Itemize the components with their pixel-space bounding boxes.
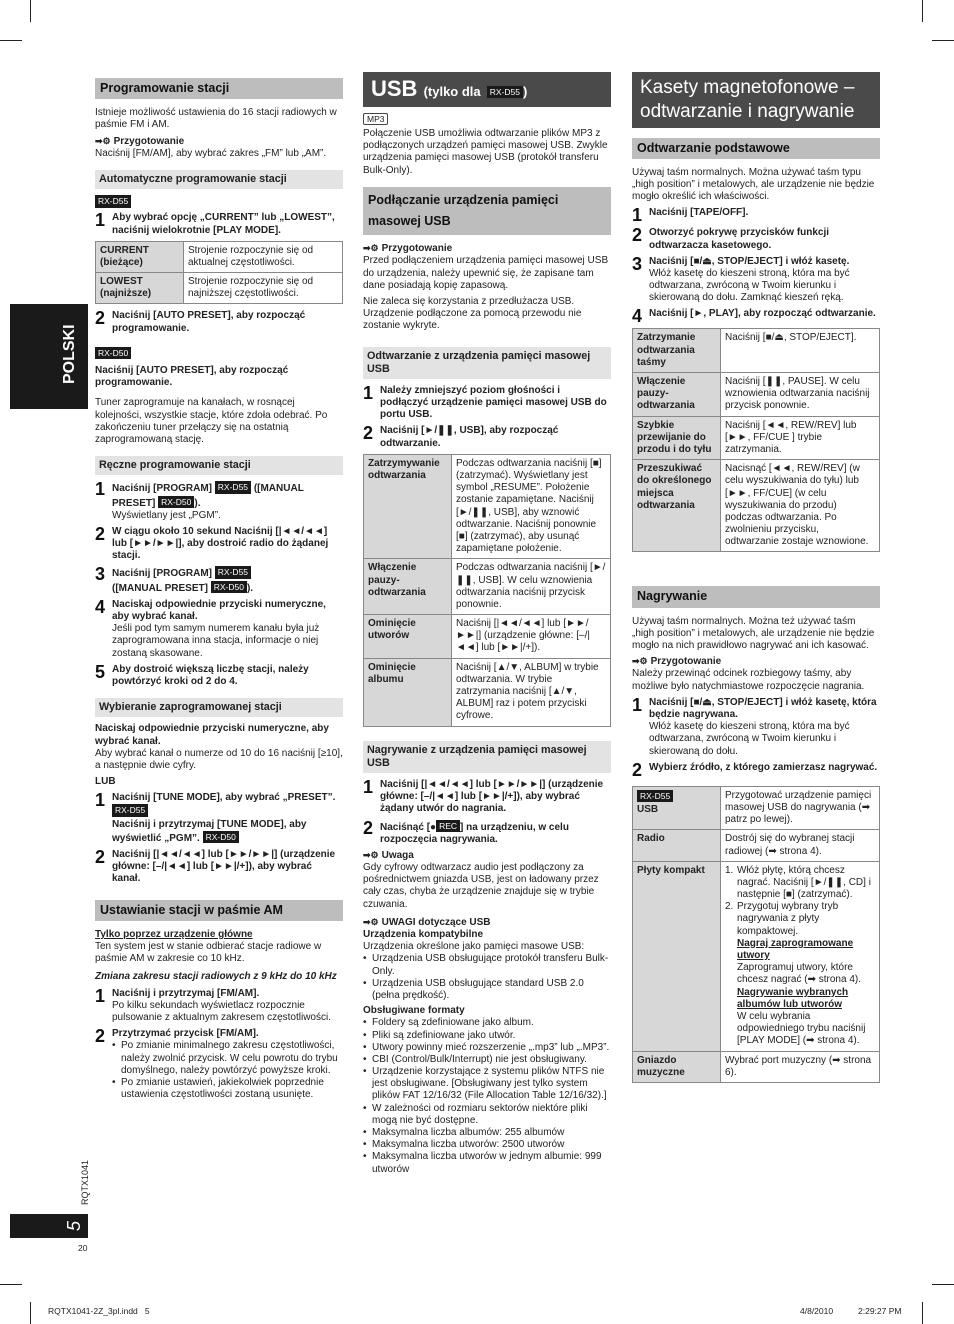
option-text: W celu wybrania odpowiedniego trybu naciśnij [PLAY MODE] (➡ strona 4). [737, 1010, 866, 1047]
model-tag: RX-D55 [637, 790, 673, 802]
step: 2 Naciśnij [►/❚❚, USB], aby rozpocząć odtwarzanie. [363, 425, 611, 449]
step: 1 Naciśnij [|◄◄/◄◄] lub [►►/►►|] (urządzenie główne: [–/|◄◄] lub [►►|/+]), aby wybrać żądany utwór do nagrania. [363, 779, 611, 816]
table-value: Dostrój się do wybranej stacji radiowej (➡ strona 4). [721, 830, 880, 861]
bullet-list [363, 953, 611, 1002]
column-radio [95, 72, 343, 1105]
language-side-tab [10, 304, 88, 409]
crop-mark [932, 40, 954, 41]
model-tag: RX-D50 [158, 496, 194, 508]
table-value: Naciśnij [❚❚, PAUSE]. W celu wznowienia odtwarzania naciśnij przycisk ponownie. [721, 373, 880, 417]
step-text: Aby wybrać opcję „CURRENT” lub „LOWEST”, naciśnij wielokrotnie [PLAY MODE]. [112, 212, 335, 236]
usb-play-table [363, 454, 611, 727]
model-tag: RX-D50 [211, 581, 247, 593]
step: 2 Naciśnij [AUTO PRESET], aby rozpocząć programowanie. [95, 310, 343, 334]
column-usb [363, 72, 611, 1176]
section-heading-connect: Podłączanie urządzenia pamięci masowej USB [363, 187, 611, 236]
model-tag: RX-D55 [215, 566, 251, 578]
crop-mark [922, 0, 923, 22]
list-item: • CBI (Control/Bulk/Interrupt) nie jest obsługiwany. [363, 1054, 611, 1066]
paragraph: Zmiana zakresu stacji radiowych z 9 kHz do 10 kHz [95, 971, 337, 983]
section-heading-am: Ustawianie stacji w paśmie AM [95, 900, 343, 921]
footer-date: 4/8/2010 [800, 1306, 834, 1316]
title-text: (tylko dla [423, 84, 481, 99]
table-value: Naciśnij [◄◄, REW/REV] lub [►►, FF/CUE ] trybie zatrzymania. [721, 416, 880, 460]
table-value: Podczas odtwarzania naciśnij [■] (zatrzymać). Wyświetlany jest symbol „RESUME”. Położenie zostanie zapamiętane. Naciśnij [►/❚❚, USB], aby wznowić odtwarzanie. Naciśnij ponownie [■] (zatrzymać), aby usunąć zapamiętane położenie. [452, 454, 611, 559]
table-value: Nacisnąć [◄◄, REW/REV] (w celu wyszukiwania do tyłu) lub [►►, FF/CUE] (w celu wyszukiwania do przodu) podczas odtwarzania. Po zwolnieniu przycisku, odtwarzanie zostaje wznowione. [721, 460, 880, 552]
crop-mark [932, 1284, 954, 1285]
crop-mark [0, 40, 22, 41]
table-key: Ominięcie albumu [364, 658, 452, 726]
section-heading-programming: Programowanie stacji [95, 78, 343, 99]
list-item: • Maksymalna liczba utworów: 2500 utworów [363, 1139, 611, 1151]
step-text: Naciśnij [►, PLAY], aby rozpocząć odtwarzanie. [649, 308, 876, 320]
table-key: Włączenie pauzy- odtwarzania [364, 559, 452, 615]
paragraph: Urządzenia kompatybilne [363, 929, 484, 941]
subheading-select: Wybieranie zaprogramowanej stacji [95, 698, 343, 717]
model-tag: RX-D50 [203, 831, 239, 843]
step-text: Włóż kasetę do kieszeni stroną, która ma być odtwarzana, zwróconą w Twoim kierunku i skierowaną do dołu. Zamknąć kieszeń ręką. [649, 267, 850, 304]
sub-page-number: 20 [78, 1243, 88, 1253]
step: 4 Naciśnij [►, PLAY], aby rozpocząć odtwarzanie. [632, 308, 880, 324]
step: 1 Naciśnij [PROGRAM] RX-D55 ([MANUAL PRESET] RX-D50 ). Wyświetlany jest „PGM”. [95, 479, 304, 521]
column-cassette [632, 72, 880, 1089]
record-source-table [632, 786, 880, 1083]
step-text: Po kilku sekundach wyświetlacz rozpocznie pulsowanie z aktualnym zakresem częstotliwości. [112, 999, 331, 1023]
step-text: Naciśnij i przytrzymaj [TUNE MODE], aby wyświetlić „PGM”. [112, 818, 307, 844]
list-item: Włóż płytę, którą chcesz nagrać. Naciśnij [►/❚❚, CD] i następnie [■] (zatrzymać). [737, 864, 871, 901]
page-number-tab [10, 1214, 88, 1238]
step-text: Naciśnij [PROGRAM] [112, 568, 213, 580]
table-value: Podczas odtwarzania naciśnij [►/❚❚, USB]. W celu wznowienia odtwarzania naciśnij przycisk ponownie. [452, 559, 611, 615]
table-key: Radio [633, 830, 721, 861]
step: 1 Aby wybrać opcję „CURRENT” lub „LOWEST”, naciśnij wielokrotnie [PLAY MODE]. [95, 212, 343, 236]
step-text: Naciśnij [|◄◄/◄◄] lub [►►/►►|] (urządzenie główne: [–/|◄◄] lub [►►|/+]), aby wybrać żądany utwór do nagrania. [380, 778, 604, 815]
paragraph: Ten system jest w stanie odbierać stacje radiowe w paśmie AM w zakresie co 10 kHz. [95, 941, 322, 965]
bullet-list [363, 1017, 611, 1175]
step-text: W ciągu około 10 sekund Naciśnij [|◄◄/◄◄] lub [►►/►►|], aby dostroić radio do żądanej stacji. [112, 525, 329, 562]
step-text: ). [246, 582, 254, 594]
step-text: Naciskaj odpowiednie przyciski numeryczne, aby wybrać kanał. [112, 598, 326, 623]
step-text: Otworzyć pokrywę przycisków funkcji odtwarzacza kasetowego. [649, 227, 830, 251]
section-heading-basic: Odtwarzanie podstawowe [632, 138, 880, 159]
step-text: Naciśnij [■/⏏, STOP/EJECT] i włóż kasetę. [649, 255, 850, 267]
step-text: Naciśnij [|◄◄/◄◄] lub [►►/►►|] (urządzenie główne: [–/|◄◄] lub [►►|/+]), aby wybrać kanał. [112, 849, 336, 885]
step-text: Należy zmniejszyć poziom głośności i podłączyć urządzenie pamięci masowej USB do portu USB. [380, 384, 607, 421]
table-key: Gniazdo muzyczne [633, 1051, 721, 1082]
step-text: Naciśnij [AUTO PRESET], aby rozpocząć programowanie. [112, 310, 306, 334]
title-text: ) [523, 84, 528, 99]
step: 2 Wybierz źródło, z którego zamierzasz nagrywać. [632, 762, 880, 778]
table-key: Włączenie pauzy- odtwarzania [633, 373, 721, 417]
step: 1 Naciśnij [TAPE/OFF]. [632, 207, 880, 223]
list-item: Przygotuj wybrany tryb nagrywania z płyty kompaktowej. [737, 901, 839, 937]
table-value: Naciśnij [|◄◄/◄◄] lub [►►/►►|] (urządzenie główne: [–/|◄◄] lub [►►|/+]). [452, 615, 611, 659]
step-text: Naciśnąć [● [380, 821, 437, 833]
preparation-label: ➡⚙ Przygotowanie [632, 656, 880, 668]
page-title: Kasety magnetofonowe – odtwarzanie i nagrywanie [632, 72, 880, 128]
step: 1 Należy zmniejszyć poziom głośności i podłączyć urządzenie pamięci masowej USB do portu USB. [363, 385, 611, 422]
list-item: • Urządzenia USB obsługujące standard USB 2.0 (pełna prędkość). [363, 978, 611, 1002]
tape-play-table [632, 328, 880, 552]
page-number: 5 [64, 1220, 85, 1231]
step: 2 Przytrzymać przycisk [FM/AM]. • Po zmianie minimalnego zakresu częstotliwości, należy zwolnić przycisk. W celu powrotu do trybu domyślnego, należy powtórzyć powyższe kroki. • Po zmianie ustawień, jakiekolwiek poprzednie ustawienia częstotliwości zostaną usunięte. [95, 1028, 343, 1101]
option-heading: Nagraj zaprogramowane utwory [737, 937, 854, 961]
title-text: USB [371, 76, 418, 101]
preparation-label: ➡⚙ Przygotowanie [363, 243, 611, 255]
paragraph: Gdy cyfrowy odtwarzacz audio jest podłączony za pośrednictwem gniazda USB, jest on ładowany przez cały czas, chyba że urządzenie znajduje się w trybie czuwania. [363, 862, 599, 910]
step-text: ([MANUAL PRESET] [112, 483, 304, 509]
model-tag: RX-D50 [95, 347, 131, 359]
subheading-play: Odtwarzanie z urządzenia pamięci masowej USB [363, 347, 611, 379]
list-item: • W zależności od rozmiaru sektorów niektóre pliki mogą nie być dostępne. [363, 1103, 611, 1127]
model-tag: RX-D55 [112, 804, 148, 816]
usb-notes-label: ➡⚙ UWAGI dotyczące USB [363, 917, 611, 929]
paragraph: Aby wybrać kanał o numerze od 10 do 16 naciśnij [≥10], a następnie dwie cyfry. [95, 747, 343, 771]
step-text: Naciśnij [►/❚❚, USB], aby rozpocząć odtwarzanie. [380, 425, 559, 449]
crop-mark [30, 0, 31, 22]
step-text: Naciśnij [TAPE/OFF]. [649, 207, 749, 219]
paragraph: Używaj taśm normalnych. Można używać taśm typu „high position” i metalowych, ale urządzenie nie będzie mogło określić ich właściwości. [632, 166, 875, 203]
table-value: Przygotować urządzenie pamięci masowej USB do nagrywania (➡ patrz po lewej). [721, 786, 880, 830]
step: 1 Naciśnij [■/⏏, STOP/EJECT] i włóż kasetę, która będzie nagrywana. Włóż kasetę do kieszeni stroną, która ma być odtwarzana, zwróconą w Twoim kierunku i skierowaną do dołu. [632, 694, 877, 757]
paragraph: Naciśnij [FM/AM], aby wybrać zakres „FM” lub „AM”. [95, 147, 327, 159]
option-heading: Nagrywanie wybranych albumów lub utworów [737, 986, 849, 1010]
crop-mark [922, 1302, 923, 1324]
language-label: POLSKI [61, 324, 78, 384]
list-item: • Maksymalna liczba albumów: 255 albumów [363, 1127, 611, 1139]
model-tag: RX-D55 [95, 195, 131, 207]
paragraph: Naciskaj odpowiednie przyciski numeryczne, aby wybrać kanał. [95, 723, 329, 747]
table-key: LOWEST (najniższe) [96, 273, 184, 304]
step-text: Wybierz źródło, z którego zamierzasz nagrywać. [649, 761, 878, 773]
bullet-list [112, 1040, 343, 1101]
paragraph: Nie zaleca się korzystania z przedłużacza USB. Urządzenie podłączone za pomocą przewodu nie zostanie wykryte. [363, 296, 582, 332]
subheading-auto: Automatyczne programowanie stacji [95, 170, 343, 189]
table-key: Płyty kompakt [633, 861, 721, 1051]
table-value: Strojenie rozpoczynie się od najniższej częstotliwości. [184, 273, 343, 304]
model-tag: RX-D55 [487, 86, 523, 98]
paragraph: Przed podłączeniem urządzenia pamięci masowej USB do urządzenia, należy upewnić się, że zapisane tam dane posiadają kopię zapasową. [363, 255, 609, 291]
table-key: Zatrzymanie odtwarzania taśmy [633, 329, 721, 373]
step: 4 Naciskaj odpowiednie przyciski numeryczne, aby wybrać kanał. Jeśli pod tym samym numerem kanału była już zaprogramowana inna stacja, informacje o niej zostaną skasowane. [95, 596, 326, 659]
step-text: Aby dostroić większą liczbę stacji, należy powtórzyć kroki od 2 do 4. [112, 663, 309, 687]
table-value: Strojenie rozpoczynie się od aktualnej częstotliwości. [184, 241, 343, 272]
paragraph: Urządzenia określone jako pamięci masowe USB: [363, 941, 585, 953]
list-item: • Maksymalna liczba utworów w jednym albumie: 999 utworów [363, 1151, 611, 1175]
paragraph: Obsługiwane formaty [363, 1005, 465, 1017]
model-code: RQTX1041 [80, 1159, 90, 1205]
list-item: • Po zmianie minimalnego zakresu częstotliwości, należy zwolnić przycisk. W celu powrotu do trybu domyślnego, należy powtórzyć powyższe kroki. [112, 1040, 343, 1077]
step: 2 Naciśnij [|◄◄/◄◄] lub [►►/►►|] (urządzenie główne: [–/|◄◄] lub [►►|/+]), aby wybrać kanał. [95, 849, 343, 886]
table-key: Zatrzymywanie odtwarzania [364, 454, 452, 559]
subheading-record: Nagrywanie z urządzenia pamięci masowej USB [363, 741, 611, 773]
list-item: • Foldery są zdefiniowane jako album. [363, 1017, 611, 1029]
paragraph: Należy przewinąć odcinek rozbiegowy taśmy, aby możliwe było natychmiastowe rozpoczęcie nagrania. [632, 668, 865, 692]
list-item: • Urządzenie korzystające z systemu plików NTFS nie jest obsługiwane. [Obsługiwany jest tylko system plików FAT 12/16/32 (File Allocation Table 12/16/32).] [363, 1066, 611, 1103]
section-heading-record: Nagrywanie [632, 586, 880, 607]
list-item: • Po zmianie ustawień, jakiekolwiek poprzednie ustawienia częstotliwości zostaną usunięte. [112, 1077, 343, 1101]
crop-mark [30, 1302, 31, 1324]
step: 2 Otworzyć pokrywę przycisków funkcji odtwarzacza kasetowego. [632, 227, 880, 251]
list-item: • Pliki są zdefiniowane jako utwór. [363, 1030, 611, 1042]
step: 2 W ciągu około 10 sekund Naciśnij [|◄◄/◄◄] lub [►►/►►|], aby dostroić radio do żądanej stacji. [95, 526, 343, 563]
step-text: Naciśnij [■/⏏, STOP/EJECT] i włóż kasetę, która będzie nagrywana. [649, 696, 877, 720]
step: 3 Naciśnij [PROGRAM] RX-D55 ([MANUAL PRESET] RX-D50 ). [95, 564, 254, 594]
paragraph: Używaj taśm normalnych. Można też używać taśm „high position” i metalowych, ale urządzenie nie będzie mogło na nich prawidłowo nagrywać ani ich kasować. [632, 615, 875, 652]
paragraph: Połączenie USB umożliwia odtwarzanie plików MP3 z podłączonych urządzeń pamięci masowej USB. Zwykle urządzenia pamięci masowej USB (protokół transferu Bulk-Only). [363, 128, 608, 176]
subheading-manual: Ręczne programowanie stacji [95, 456, 343, 475]
table-value: Wybrać port muzyczny (➡ strona 6). [721, 1051, 880, 1082]
list-item: • Utwory powinny mieć rozszerzenie „.mp3” lub „.MP3”. [363, 1042, 611, 1054]
footer-time: 2:29:27 PM [858, 1306, 902, 1316]
step-text: ). [194, 497, 201, 509]
or-label: LUB [95, 776, 116, 788]
step: 3 Naciśnij [■/⏏, STOP/EJECT] i włóż kasetę. Włóż kasetę do kieszeni stroną, która ma być odtwarzana, zwróconą w Twoim kierunku i skierowaną do dołu. Zamknąć kieszeń ręką. [632, 253, 850, 304]
paragraph: Tuner zaprogramuje na kanałach, w rosnącej kolejności, wszystkie stacje, które zdoła odebrać. Po zakończeniu tuner przełączy się na ostatnią zaprogramowaną stację. [95, 397, 328, 445]
step-text: ([MANUAL PRESET] [112, 582, 208, 594]
table-value: 1. Włóż płytę, którą chcesz nagrać. Naciśnij [►/❚❚, CD] i następnie [■] (zatrzymać). 2. Przygotuj wybrany tryb nagrywania z płyty kompaktowej. Nagraj zaprogramowane utwory Zaprogramuj utwory, które chcesz nagrać (➡ strona 4). Nagrywanie wybranych albumów lub utworów W celu wybrania odpowiedniego trybu naciśnij [PLAY MODE] (➡ strona 4). [721, 861, 880, 1051]
table-key [633, 786, 721, 830]
usb-title [363, 72, 611, 107]
footer-file: RQTX1041-2Z_3pl.indd 5 [48, 1306, 150, 1316]
step: 2 Naciśnąć [● REC ] na urządzeniu, w celu rozpoczęcia nagrywania. [363, 817, 569, 845]
step: 1 Naciśnij [TUNE MODE], aby wybrać „PRESET”. RX-D55 Naciśnij i przytrzymaj [TUNE MODE], aby wyświetlić „PGM”. RX-D50 [95, 790, 336, 844]
rec-tag: REC [436, 820, 460, 832]
step: 1 Naciśnij i przytrzymaj [FM/AM]. Po kilku sekundach wyświetlacz rozpocznie pulsowanie z aktualnym zakresem częstotliwości. [95, 985, 331, 1023]
list-item: • Urządzenia USB obsługujące protokół transferu Bulk-Only. [363, 953, 611, 977]
paragraph: Tylko poprzez urządzenie główne [95, 928, 253, 940]
crop-mark [0, 1284, 22, 1285]
mode-table [95, 241, 343, 305]
paragraph: Istnieje możliwość ustawienia do 16 stacji radiowych w paśmie FM i AM. [95, 107, 337, 131]
paragraph: Naciśnij [AUTO PRESET], aby rozpocząć programowanie. [95, 365, 289, 389]
step-text: Naciśnij [TUNE MODE], aby wybrać „PRESET”. [112, 792, 336, 804]
step-text: Naciśnij [PROGRAM] [112, 483, 213, 495]
mp3-tag: MP3 [363, 113, 388, 125]
table-value: Naciśnij [▲/▼, ALBUM] w trybie odtwarzania. W trybie zatrzymania naciśnij [▲/▼, ALBUM] raz i potem przyciski cyfrowe. [452, 658, 611, 726]
table-key: Szybkie przewijanie do przodu i do tyłu [633, 416, 721, 460]
option-text: Zaprogramuj utwory, które chcesz nagrać (➡ strona 4). [737, 962, 861, 986]
table-key: CURRENT (bieżące) [96, 241, 184, 272]
table-key: Przeszukiwać do określonego miejsca odtwarzania [633, 460, 721, 552]
step-text: ] na urządzeniu, w celu rozpoczęcia nagrywania. [380, 821, 569, 845]
model-tag: RX-D55 [215, 481, 251, 493]
table-key: Ominięcie utworów [364, 615, 452, 659]
preparation-label: ➡⚙ Przygotowanie [95, 136, 343, 148]
step-text: Wyświetlany jest „PGM”. [112, 509, 221, 521]
table-key-text: USB [637, 803, 659, 815]
step-text: Włóż kasetę do kieszeni stroną, która ma być odtwarzana, zwróconą w Twoim kierunku i skierowaną do dołu. [649, 721, 850, 757]
table-value: Naciśnij [■/⏏, STOP/EJECT]. [721, 329, 880, 373]
step-text: Przytrzymać przycisk [FM/AM]. [112, 1028, 259, 1040]
step-text: Naciśnij i przytrzymaj [FM/AM]. [112, 987, 260, 999]
step: 5 Aby dostroić większą liczbę stacji, należy powtórzyć kroki od 2 do 4. [95, 664, 343, 688]
step-text: Jeśli pod tym samym numerem kanału była już zaprogramowana inna stacja, informacje o niej zostaną skasowane. [112, 623, 320, 659]
note-label: ➡⚙ Uwaga [363, 850, 611, 862]
